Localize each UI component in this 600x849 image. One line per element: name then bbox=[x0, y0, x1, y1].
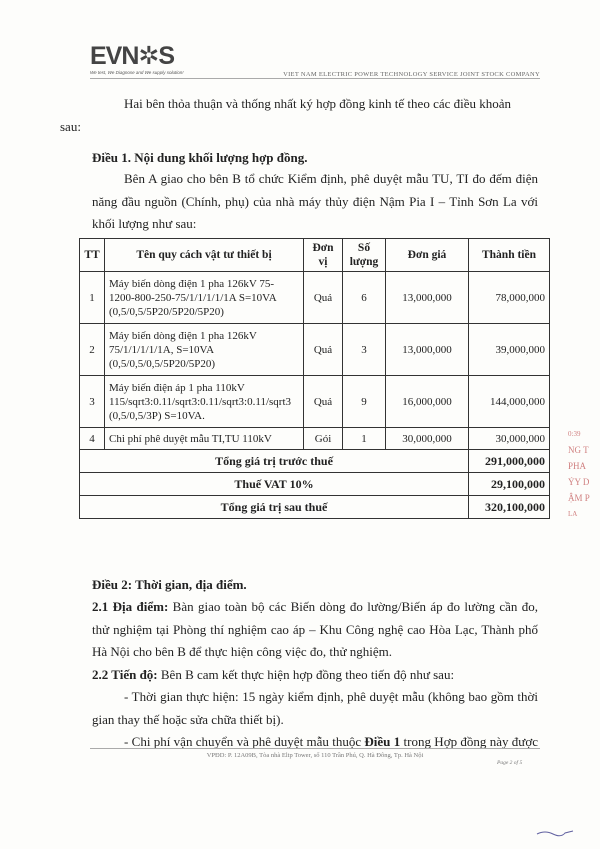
table-row bbox=[80, 428, 550, 450]
footer-address: VPĐD: P. 12A09B, Tòa nhà Eltp Tower, số 110 Trần Phú, Q. Hà Đông, Tp. Hà Nội bbox=[206, 752, 424, 759]
row-qty: 3 bbox=[343, 324, 386, 376]
table-row bbox=[80, 272, 550, 324]
row-total: 78,000,000 bbox=[469, 272, 550, 324]
col-name: Tên quy cách vật tư thiết bị bbox=[105, 239, 304, 272]
stamp-line: LA bbox=[568, 510, 578, 518]
row-total: 39,000,000 bbox=[469, 324, 550, 376]
col-qty: Số lượng bbox=[343, 239, 386, 272]
row-total: 144,000,000 bbox=[469, 376, 550, 428]
section-2-2-label: 2.2 Tiến độ: bbox=[92, 667, 158, 682]
stamp-line: 0:39 bbox=[568, 430, 581, 438]
bullet-duration: - Thời gian thực hiện: 15 ngày kiểm định, phê duyệt mẫu (không bao gồm thời gian thay thế hoặc sửa chữa thiết bị). bbox=[92, 689, 538, 727]
items-table bbox=[79, 238, 550, 519]
bullet-cost-a: - Chi phí vận chuyển và phê duyệt mẫu thuộc bbox=[124, 734, 365, 749]
signature-mark bbox=[535, 828, 575, 838]
row-qty: 6 bbox=[343, 272, 386, 324]
subtotal-label: Tổng giá trị trước thuế bbox=[80, 450, 469, 473]
row-price: 30,000,000 bbox=[386, 428, 469, 450]
row-unit: Quả bbox=[304, 376, 343, 428]
bullet-cost bbox=[92, 731, 538, 753]
stamp-line: PHA bbox=[568, 461, 587, 471]
logo-tagline: We test, We Diagnose and We supply solution! bbox=[90, 70, 184, 75]
article-1-title: Điều 1. Nội dung khối lượng hợp đồng. bbox=[92, 150, 308, 165]
footer-rule bbox=[90, 748, 540, 749]
row-tt: 4 bbox=[80, 428, 105, 450]
grand-total-label: Tổng giá trị sau thuế bbox=[80, 496, 469, 519]
row-unit: Quả bbox=[304, 324, 343, 376]
vat-value: 29,100,000 bbox=[469, 473, 550, 496]
col-tt: TT bbox=[80, 239, 105, 272]
row-qty: 9 bbox=[343, 376, 386, 428]
row-total: 30,000,000 bbox=[469, 428, 550, 450]
section-2-2 bbox=[92, 664, 538, 687]
stamp-line: ẬM P bbox=[568, 493, 590, 503]
company-stamp bbox=[568, 426, 600, 596]
table-row bbox=[80, 324, 550, 376]
section-2-2-text: Bên B cam kết thực hiện hợp đồng theo tiến độ như sau: bbox=[157, 667, 455, 682]
section-2-1 bbox=[92, 596, 538, 664]
row-qty: 1 bbox=[343, 428, 386, 450]
intro-line-1: Hai bên thỏa thuận và thống nhất ký hợp đồng kinh tế theo các điều khoản bbox=[124, 96, 512, 111]
vat-label: Thuế VAT 10% bbox=[80, 473, 469, 496]
intro-line-2: sau: bbox=[60, 118, 81, 134]
intro-paragraph bbox=[60, 93, 538, 138]
subtotal-row bbox=[80, 450, 550, 473]
vat-row bbox=[80, 473, 550, 496]
col-unit: Đơn vị bbox=[304, 239, 343, 272]
header-rule bbox=[90, 78, 540, 79]
letterhead bbox=[90, 42, 540, 87]
row-name: Máy biến dòng điện 1 pha 126kV 75/1/1/1/1/1A, S=10VA (0,5/0,5/0,5/5P20/5P20) bbox=[105, 324, 304, 376]
table-row bbox=[80, 376, 550, 428]
row-tt: 1 bbox=[80, 272, 105, 324]
evns-logo: EVN✲S bbox=[90, 42, 175, 70]
stamp-line: ỶY D bbox=[568, 477, 590, 487]
row-name: Máy biến dòng điện 1 pha 126kV 75-1200-800-250-75/1/1/1/1/1A S=10VA (0,5/0,5/5P20/5P20/5P20) bbox=[105, 272, 304, 324]
grand-total-row bbox=[80, 496, 550, 519]
page-number: Page 2 of 5 bbox=[497, 760, 523, 766]
row-unit: Gói bbox=[304, 428, 343, 450]
row-price: 16,000,000 bbox=[386, 376, 469, 428]
grand-total-value: 320,100,000 bbox=[469, 496, 550, 519]
col-total: Thành tiền bbox=[469, 239, 550, 272]
article-1-body: Bên A giao cho bên B tổ chức Kiểm định, phê duyệt mẫu TU, TI đo đếm điện năng đầu nguồn (Chính, phụ) của nhà máy thủy điện Nậm Pia I – Tỉnh Sơn La với khối lượng như sau: bbox=[92, 171, 538, 231]
row-name: Chi phí phê duyệt mẫu TI,TU 110kV bbox=[105, 428, 304, 450]
bullet-cost-ref: Điều 1 bbox=[364, 734, 401, 749]
bullet-cost-c: trong Hợp đồng này được bbox=[403, 734, 538, 749]
row-tt: 2 bbox=[80, 324, 105, 376]
section-2-1-label: 2.1 Địa điểm: bbox=[92, 599, 169, 614]
row-tt: 3 bbox=[80, 376, 105, 428]
stamp-line: NG T bbox=[568, 445, 589, 455]
row-unit: Quả bbox=[304, 272, 343, 324]
article-2-title: Điều 2: Thời gian, địa điểm. bbox=[92, 577, 247, 592]
row-name: Máy biến điện áp 1 pha 110kV 115/sqrt3:0.11/sqrt3:0.11/sqrt3:0.11/sqrt3 (0,5/0,5/3P) S=10VA. bbox=[105, 376, 304, 428]
row-price: 13,000,000 bbox=[386, 272, 469, 324]
company-name: VIET NAM ELECTRIC POWER TECHNOLOGY SERVICE JOINT STOCK COMPANY bbox=[283, 71, 540, 78]
section-2-1-text: Bàn giao toàn bộ các Biến dòng đo lường/Biến áp đo lường cần đo, thử nghiệm tại Phòng thí nghiệm cao áp – Khu Công nghệ cao Hòa Lạc, Thành phố Hà Nội cho bên B để thực hiện công việc đo, thử nghiệm. bbox=[92, 599, 538, 659]
subtotal-value: 291,000,000 bbox=[469, 450, 550, 473]
table-header-row bbox=[80, 239, 550, 272]
row-price: 13,000,000 bbox=[386, 324, 469, 376]
col-price: Đơn giá bbox=[386, 239, 469, 272]
